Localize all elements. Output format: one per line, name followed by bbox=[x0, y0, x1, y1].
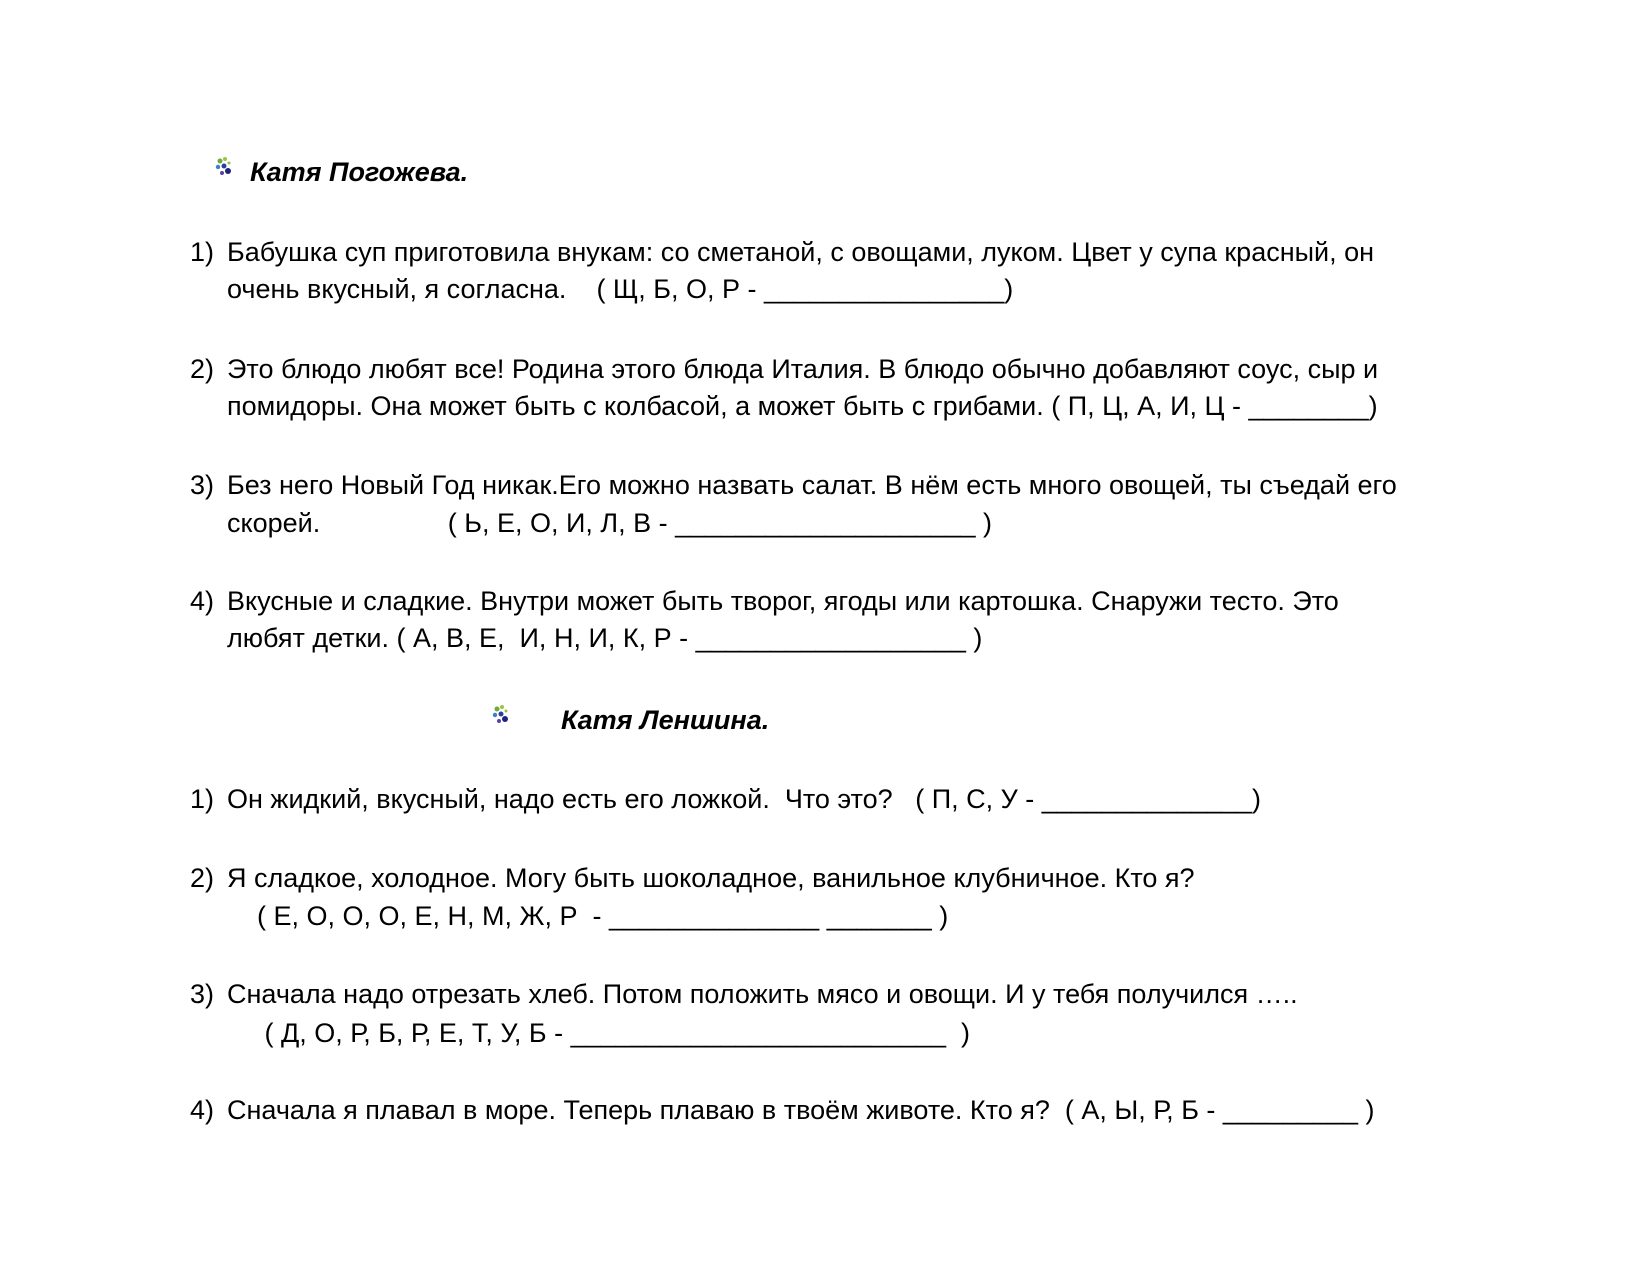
item-text-line: Он жидкий, вкусный, надо есть его ложкой. Что это? ( П, С, У - ______________) bbox=[227, 784, 1261, 814]
item-number: 3) bbox=[190, 979, 215, 1009]
item-number: 2) bbox=[190, 863, 215, 893]
flower-icon bbox=[214, 156, 234, 180]
item-text-line: Я сладкое, холодное. Могу быть шоколадное, ванильное клубничное. Кто я? bbox=[227, 863, 1195, 893]
item-number: 2) bbox=[190, 354, 215, 384]
item-text-line: ( Е, О, О, О, Е, Н, М, Ж, Р - ______________ _______ ) bbox=[227, 901, 949, 931]
item-number: 4) bbox=[190, 1095, 215, 1125]
item-text-line: Без него Новый Год никак.Его можно назвать салат. В нём есть много овощей, ты съедай его bbox=[227, 470, 1397, 500]
item-text-line: Сначала я плавал в море. Теперь плаваю в твоём животе. Кто я? ( А, Ы, Р, Б - _________ ) bbox=[227, 1095, 1375, 1125]
item-text-line: Бабушка суп приготовила внукам: со сметаной, с овощами, луком. Цвет у супа красный, он bbox=[227, 237, 1375, 267]
item-text-line: очень вкусный, я согласна. ( Щ, Б, О, Р - ________________) bbox=[227, 274, 1014, 304]
item-number: 1) bbox=[190, 237, 215, 267]
item-text-line: Вкусные и сладкие. Внутри может быть творог, ягоды или картошка. Снаружи тесто. Это bbox=[227, 586, 1339, 616]
item-text-line: Это блюдо любят все! Родина этого блюда Италия. В блюдо обычно добавляют соус, сыр и bbox=[227, 354, 1379, 384]
item-text-line: скорей. ( Ь, Е, О, И, Л, В - ____________________ ) bbox=[227, 508, 992, 538]
section-1-author: Катя Погожева. bbox=[250, 157, 469, 187]
item-text-line: любят детки. ( А, В, Е, И, Н, И, К, Р - __________________ ) bbox=[227, 623, 983, 653]
item-number: 1) bbox=[190, 784, 215, 814]
item-number: 4) bbox=[190, 586, 215, 616]
section-2-author: Катя Леншина. bbox=[561, 705, 770, 735]
item-number: 3) bbox=[190, 470, 215, 500]
item-text-line: Сначала надо отрезать хлеб. Потом положить мясо и овощи. И у тебя получился ….. bbox=[227, 979, 1298, 1009]
item-text-line: ( Д, О, Р, Б, Р, Е, Т, У, Б - _________________________ ) bbox=[227, 1018, 971, 1048]
flower-icon bbox=[491, 704, 511, 728]
item-text-line: помидоры. Она может быть с колбасой, а может быть с грибами. ( П, Ц, А, И, Ц - ________) bbox=[227, 391, 1378, 421]
